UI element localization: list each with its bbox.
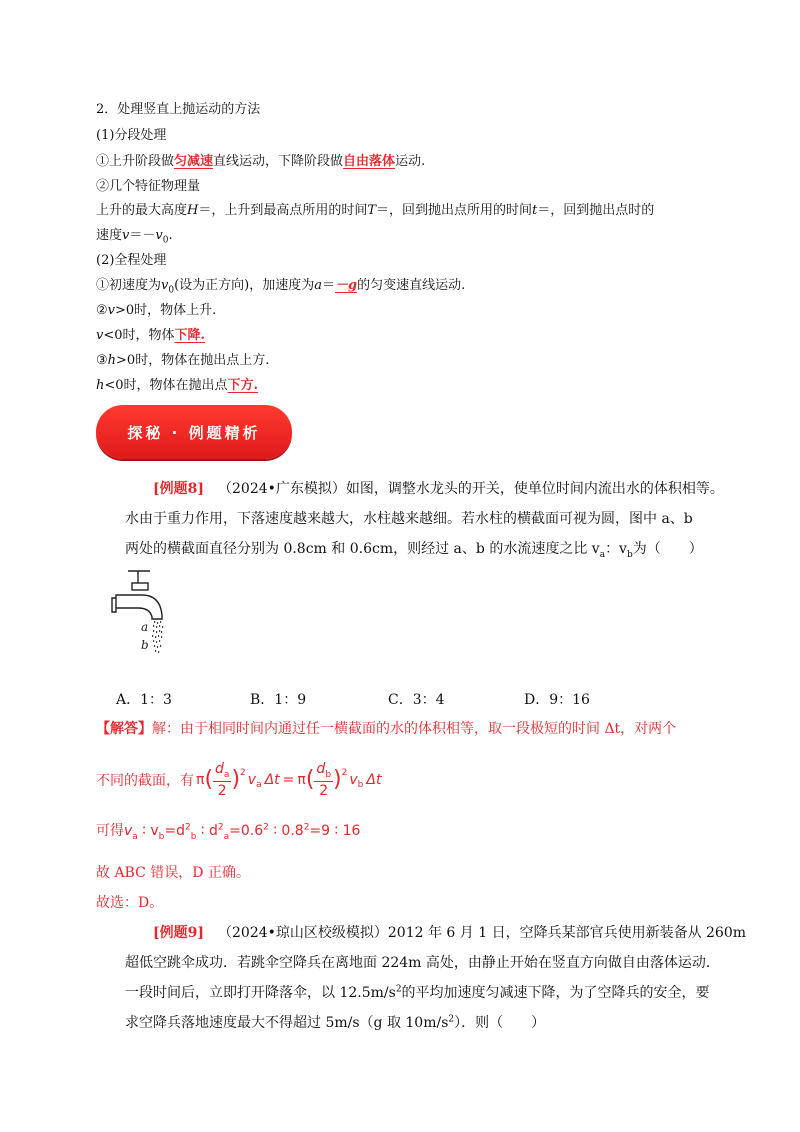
var: v xyxy=(124,823,133,839)
answer-line-5: 故选：D。 xyxy=(96,895,164,911)
blank-answer: 下方. xyxy=(227,378,259,393)
var: a xyxy=(314,278,323,293)
answer-tag: 【解答】 xyxy=(96,721,152,737)
text: ② xyxy=(96,303,108,318)
text: ①上升阶段做 xyxy=(96,154,175,169)
text: 两处的横截面直径分别为 0.8cm 和 0.6cm，则经过 a、b 的水流速度之比 v xyxy=(125,541,600,557)
text: (设为正方向)，加速度为 xyxy=(174,278,315,293)
subscript: a xyxy=(599,549,606,560)
label-b: b xyxy=(141,638,149,652)
var: v xyxy=(247,771,257,788)
superscript: 2 xyxy=(185,822,191,833)
faucet-figure xyxy=(108,565,183,660)
text-line xyxy=(96,150,425,169)
text: ：v xyxy=(605,541,627,557)
paren: ( xyxy=(204,767,214,793)
fraction xyxy=(213,762,231,798)
example-8-line-2: 水由于重力作用，下落速度越来越大，水柱越来越细。若水柱的横截面可视为圆，图中 a、b xyxy=(125,511,693,527)
paren: ) xyxy=(231,767,241,793)
superscript: 2 xyxy=(240,768,246,779)
subscript: b xyxy=(325,769,332,780)
text: 一段时间后，立即打开降落伞，以 12.5m/s xyxy=(125,985,396,1001)
var: v xyxy=(107,303,116,318)
paren: ( xyxy=(305,767,315,793)
text: <0时，物体在抛出点 xyxy=(104,378,228,393)
subscript: a xyxy=(256,779,262,790)
text-line xyxy=(96,299,216,318)
superscript: 2 xyxy=(448,1014,455,1025)
text: ①初速度为 xyxy=(96,278,162,293)
subscript: a xyxy=(132,831,138,842)
text: 的平均加速度匀减速下降，为了空降兵的安全，要 xyxy=(401,985,710,1001)
text: 运动. xyxy=(395,154,426,169)
denominator: 2 xyxy=(319,782,329,799)
label-a: a xyxy=(141,620,149,634)
answer-line-4: 故 ABC 错误，D 正确。 xyxy=(96,865,250,881)
subscript: 0 xyxy=(162,235,169,246)
example-9-line-4 xyxy=(125,1012,545,1032)
text-line xyxy=(96,224,173,246)
fraction xyxy=(314,762,333,798)
text: . xyxy=(168,228,173,243)
subscript: b xyxy=(357,779,364,790)
equation-2 xyxy=(124,822,361,842)
text: 上升的最大高度 xyxy=(96,203,188,218)
example-8-line-1 xyxy=(153,478,724,498)
text: ∶ v xyxy=(137,823,159,839)
option-c[interactable]: C．3：4 xyxy=(388,692,445,708)
superscript: 2 xyxy=(303,822,310,833)
superscript: 2 xyxy=(341,768,348,779)
text: （2024•琼山区校级模拟）2012 年 6 月 1 日，空降兵某部官兵使用新装备从 260m xyxy=(218,925,747,941)
var: v xyxy=(161,278,169,293)
example-9-line-2: 超低空跳伞成功．若跳伞空降兵在离地面 224m 高处，由静止开始在竖直方向做自由落体运动． xyxy=(125,955,720,971)
var: T xyxy=(367,203,377,218)
superscript: 2 xyxy=(263,822,269,833)
subscript: b xyxy=(158,831,165,842)
text: =9 ∶ 16 xyxy=(309,823,361,839)
var: h xyxy=(107,353,117,368)
superscript: 2 xyxy=(217,822,224,833)
text: 的匀变速直线运动. xyxy=(357,278,466,293)
text: ③ xyxy=(96,353,108,368)
example-tag: [例题8] xyxy=(153,481,204,497)
option-d[interactable]: D．9：16 xyxy=(524,692,590,708)
var: H xyxy=(187,203,199,218)
subscript: b xyxy=(190,831,197,842)
text: 解：由于相同时间内通过任一横截面的水的体积相等，取一段极短的时间 Δt，对两个 xyxy=(152,721,677,737)
example-tag: [例题9] xyxy=(153,925,204,941)
var: Δt xyxy=(264,771,280,788)
blank-answer: －g xyxy=(335,278,358,293)
blank-answer: 自由落体 xyxy=(343,154,396,169)
option-a[interactable]: A．1：3 xyxy=(116,692,172,708)
text: 不同的截面，有 xyxy=(96,773,194,789)
text: =d xyxy=(164,823,185,839)
example-8-line-3 xyxy=(125,538,703,560)
superscript: 2 xyxy=(395,984,402,995)
text: ＝ xyxy=(322,278,336,293)
answer-line-3 xyxy=(96,820,360,842)
example-9-line-3 xyxy=(125,982,710,1002)
blank-answer: 下降. xyxy=(174,328,206,343)
pi: π xyxy=(297,771,306,788)
text: ＝，上升到最高点所用的时间 xyxy=(198,203,368,218)
equals: = xyxy=(282,771,295,788)
text: <0时，物体 xyxy=(103,328,175,343)
subscript: a xyxy=(223,769,230,780)
faucet-icon xyxy=(108,565,183,660)
var: Δt xyxy=(366,771,382,788)
banner-label: 探秘 · 例题精析 xyxy=(127,423,261,442)
text-line xyxy=(96,349,269,368)
denominator: 2 xyxy=(217,782,227,799)
text: 速度 xyxy=(96,228,123,243)
text-line xyxy=(96,199,654,218)
var: t xyxy=(532,203,538,218)
equation-1 xyxy=(196,762,381,798)
text: ）．则（ ） xyxy=(454,1015,546,1031)
section-banner xyxy=(96,405,292,459)
var: v xyxy=(155,228,163,243)
text: ∶ 0.8 xyxy=(268,823,304,839)
subscript: b xyxy=(626,549,633,560)
subsection-1: (1)分段处理 xyxy=(96,128,167,143)
text-line xyxy=(96,274,465,296)
var: v xyxy=(96,328,104,343)
subsection-2: (2)全程处理 xyxy=(96,253,167,268)
text: ＝，回到抛出点所用的时间 xyxy=(376,203,533,218)
var: h xyxy=(96,378,105,393)
text: ∶ d xyxy=(196,823,218,839)
text: 为（ ） xyxy=(632,541,703,557)
text: 直线运动，下降阶段做 xyxy=(213,154,344,169)
example-9-line-1 xyxy=(153,922,746,942)
paren: ) xyxy=(333,767,342,793)
var: d xyxy=(215,761,224,778)
subscript: 0 xyxy=(168,285,175,296)
var: d xyxy=(316,761,326,778)
text: >0时，物体上升. xyxy=(115,303,217,318)
text: 求空降兵落地速度最大不得超过 5m/s（g 取 10m/s xyxy=(125,1015,449,1031)
blank-answer: 匀减速 xyxy=(174,154,214,169)
subscript: a xyxy=(223,831,230,842)
text: ＝－ xyxy=(129,228,156,243)
text-line xyxy=(96,324,205,343)
section-title: 2．处理竖直上抛运动的方法 xyxy=(96,102,261,117)
text: 可得 xyxy=(96,823,124,839)
text-line xyxy=(96,374,258,393)
var: v xyxy=(122,228,130,243)
pi: π xyxy=(196,771,205,788)
var: v xyxy=(349,771,358,788)
text-line: ②几个特征物理量 xyxy=(96,179,201,194)
text: >0时，物体在抛出点上方. xyxy=(116,353,270,368)
text: （2024•广东模拟）如图，调整水龙头的开关，使单位时间内流出水的体积相等。 xyxy=(218,481,724,497)
answer-line-2 xyxy=(96,760,381,800)
text: ＝，回到抛出点时的 xyxy=(537,203,655,218)
text: =0.6 xyxy=(229,823,264,839)
option-b[interactable]: B．1：9 xyxy=(250,692,307,708)
answer-line-1 xyxy=(96,718,676,738)
